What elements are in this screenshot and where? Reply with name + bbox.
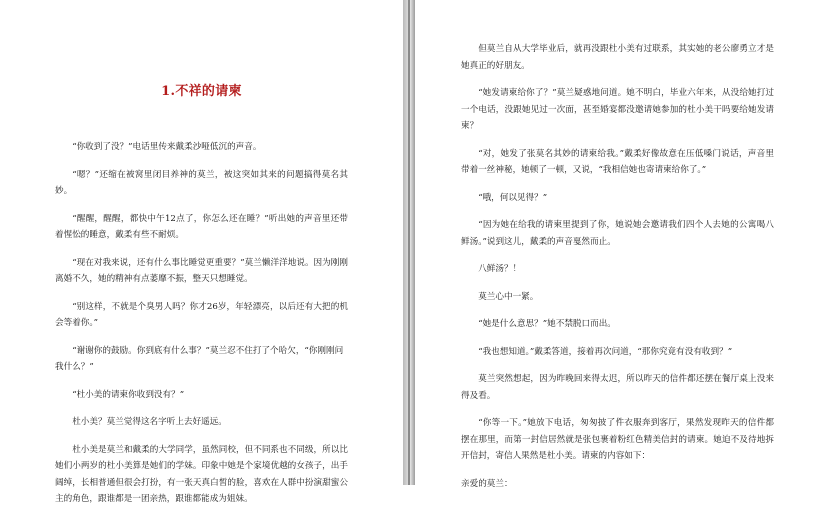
paragraph: “别这样，不就是个臭男人吗？你才26岁，年轻漂亮，以后还有大把的机会等着你。” [55, 301, 348, 328]
paragraph: “哦，何以见得？” [478, 192, 548, 203]
paragraph: “你收到了没？”电话里传来戴柔沙哑低沉的声音。 [72, 142, 262, 152]
paragraph: 但莫兰自从大学毕业后，就再没跟杜小美有过联系，其实她的老公廖勇立才是她真正的好朋友。 [461, 44, 774, 71]
paragraph: “她是什么意思？”她不禁脱口而出。 [478, 319, 616, 329]
paragraph: “现在对我来说，还有什么事比睡觉更重要？”莫兰懒洋洋地说。因为刚刚离婚不久，她的精神有点萎靡不振，整天只想睡觉。 [55, 257, 348, 284]
paragraph: 莫兰突然想起，因为昨晚回来得太迟，所以昨天的信件都还摆在餐厅桌上没来得及看。 [461, 374, 774, 401]
paragraph: “她发请柬给你了？”莫兰疑惑地问道。她不明白，毕业六年来，从没给她打过一个电话，没跟她见过一次面，甚至婚宴都没邀请她参加的杜小美干吗要给她发请柬？ [461, 88, 774, 131]
chapter-title: 1.不祥的请柬 [161, 84, 242, 99]
paragraph: “嗯？”还缩在被窝里闭目养神的莫兰，被这突如其来的问题搞得莫名其妙。 [55, 169, 348, 196]
paragraph: 莫兰心中一紧。 [478, 291, 539, 302]
page-divider [408, 0, 410, 485]
paragraph: 杜小美是莫兰和戴柔的大学同学，虽然同校，但不同系也不同级，所以比她们小两岁的杜小美算是她们的学妹。印象中她是个家境优越的女孩子，出手阔绰，长相普通但很会打扮，有一张天真白皙的脸，喜欢在人群中扮演甜蜜公主的角色，跟谁都是一团亲热，跟谁都能成为姐妹。 [55, 444, 348, 504]
letter-salutation: 亲爱的莫兰： [461, 478, 513, 489]
paragraph: “醒醒，醒醒，都快中午12点了，你怎么还在睡？”听出她的声音里还带着惺忪的睡意，戴柔有些不耐烦。 [55, 213, 348, 240]
paragraph: 八鲜汤？！ [478, 264, 522, 274]
paragraph: “对，她发了张莫名其妙的请柬给我。”戴柔好像故意在压低嗓门说话，声音里带着一丝神秘，她顿了一顿，又说，“我相信她也寄请柬给你了。” [461, 148, 774, 175]
left-page [0, 0, 403, 504]
left-page-paragraphs [55, 139, 348, 508]
paragraph: “因为她在给我的请柬里提到了你，她说她会邀请我们四个人去她的公寓喝八鲜汤。”说到这儿，戴柔的声音戛然而止。 [461, 220, 774, 247]
paragraph: “我也想知道。”戴柔答道，接着再次问道，“那你究竟有没有收到？” [478, 346, 733, 357]
paragraph: 杜小美？莫兰觉得这名字听上去好遥远。 [72, 417, 227, 427]
paragraph: “你等一下。”她放下电话，匆匆披了件衣服奔到客厅，果然发现昨天的信件都摆在那里，而第一封信居然就是张包裹着粉红色精美信封的请柬。她迫不及待地拆开信封，寄信人果然是杜小美。请柬的内容如下： [461, 418, 774, 461]
right-page [415, 0, 820, 489]
paragraph: “谢谢你的鼓励。你到底有什么事？”莫兰忍不住打了个哈欠，“你刚刚问我什么？” [55, 345, 344, 372]
right-page-paragraphs [461, 0, 774, 492]
paragraph: “杜小美的请柬你收到没有？” [72, 389, 185, 400]
